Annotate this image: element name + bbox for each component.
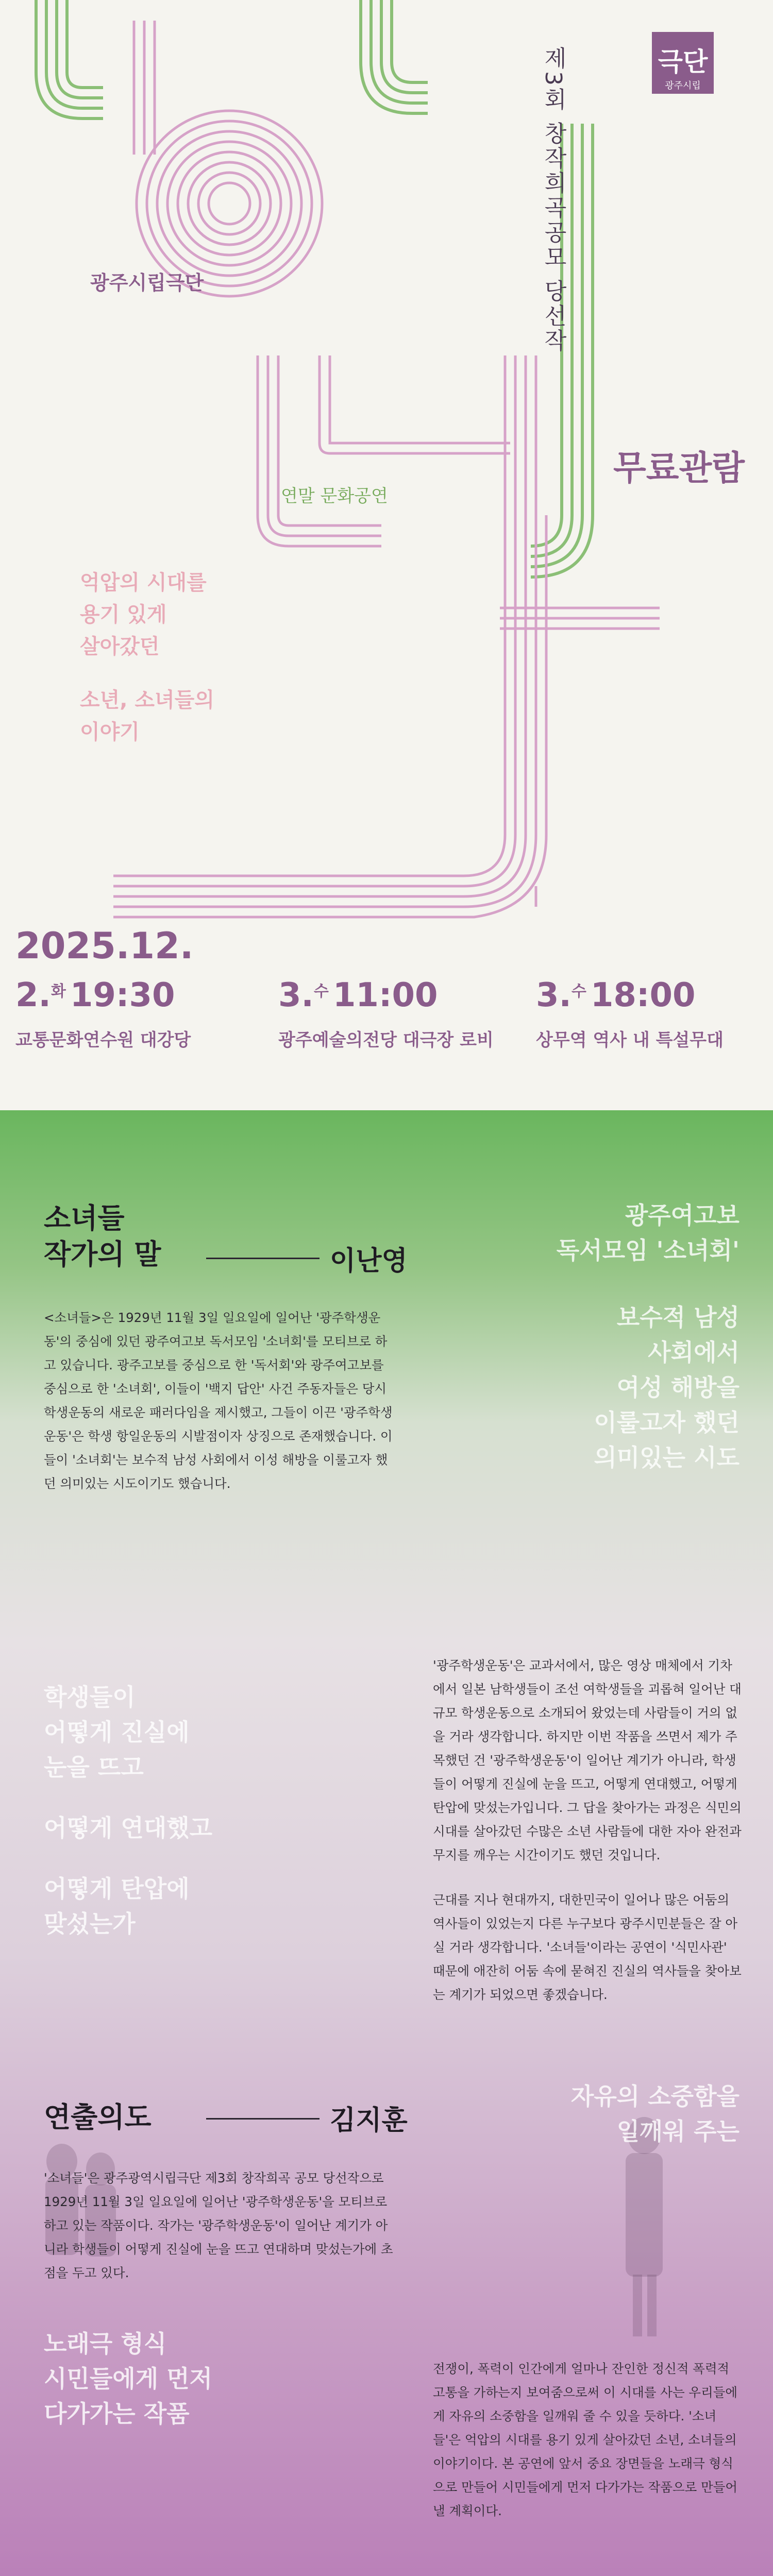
contest-title: 제3회 창작희곡공모 당선작	[540, 46, 566, 353]
company-name: 광주시립극단	[90, 272, 204, 294]
quote-line: 일깨워 주는	[616, 2117, 740, 2145]
pink-lines	[113, 21, 660, 917]
schedule-venue: 교통문화연수원 대강당	[15, 1030, 191, 1050]
quote-line: 사회에서	[648, 1338, 740, 1366]
schedule-dow: 수	[571, 982, 586, 1001]
schedule-venue: 광주예술의전당 대극장 로비	[278, 1030, 494, 1050]
writer-title-line: 소녀들	[44, 1202, 125, 1234]
director-heading: 연출의도	[44, 2101, 152, 2133]
schedule-item	[536, 976, 724, 1051]
schedule-date: 3.	[536, 976, 572, 1014]
quote-line: 어떻게 탄압에	[44, 1875, 190, 1903]
tagline-line: 소년, 소녀들의	[80, 688, 214, 712]
quote-line: 보수적 남성	[616, 1303, 740, 1331]
quote-line: 학생들이	[44, 1683, 136, 1711]
schedule-date: 2.	[15, 976, 51, 1014]
divider	[206, 2118, 320, 2120]
writer-heading	[44, 1200, 161, 1273]
director-quote-right	[451, 2079, 740, 2149]
schedule-time: 19:30	[70, 976, 175, 1014]
writer-body: <소녀들>은 1929년 11월 3일 일요일에 일어난 '광주학생운동'의 중심에 있던 광주여고보 독서모임 '소녀회'를 모티브로 하고 있습니다. 광주고보를 중심으로 한 '독서회'와 광주여고보를 중심으로 한 '소녀회', 이들이 '백지 답안' 사건 주동자들은 당시 학생운동의 새로운 패러다임을 제시했고, 그들이 이끈 '광주학생운동'은 학생 항일운동의 시발점이자 상징으로 존재했습니다. 이들이 '소녀회'는 보수적 남성 사회에서 이성 해방을 이룰고자 했던 의미있는 시도이기도 했습니다.	[44, 1310, 393, 1491]
schedule-item	[278, 976, 494, 1051]
writer-name: 이난영	[330, 1246, 408, 1277]
schedule-time: 11:00	[332, 976, 438, 1014]
writer-body-3: 근대를 지나 현대까지, 대한민국이 일어나 많은 어둠의 역사들이 있었는지 다른 누구보다 광주시민분들은 잘 아실 거라 생각합니다. '소녀들'이라는 공연이 '식민사관' 때문에 애잔히 어둠 속에 묻혀진 진실의 역사들을 찾아보는 계기가 되었으면 좋겠습니다.	[433, 1892, 742, 2002]
quote-line: 의미있는 시도	[594, 1444, 740, 1471]
tagline-line: 억압의 시대를	[80, 571, 207, 595]
schedule-item	[15, 976, 191, 1051]
director-body-2: 전쟁이, 폭력이 인간에게 얼마나 잔인한 정신적 폭력적 고통을 가하는지 보여줌으로써 이 시대를 사는 우리들에게 자유의 소중함을 일깨워 줄 수 있을 듯하다. '소녀들'은 억압의 시대를 용기 있게 살아갔던 소년, 소녀들의 이야기이다. 본 공연에 앞서 중요 장면들을 노래극 형식으로 만들어 시민들에게 먼저 다가가는 작품으로 만들어낼 계획이다.	[433, 2361, 738, 2518]
schedule-date: 3.	[278, 976, 314, 1014]
director-quote-left	[44, 2326, 332, 2431]
free-admission: 무료관람	[613, 448, 745, 488]
company-logo	[652, 32, 714, 94]
quote-line: 독서모임 '소녀회'	[556, 1236, 740, 1264]
schedule-year: 2025.12.	[15, 925, 194, 967]
schedule-dow: 수	[313, 982, 329, 1001]
quote-line: 시민들에게 먼저	[44, 2365, 213, 2393]
tagline-line: 용기 있게	[80, 603, 167, 626]
notes-section	[0, 1110, 773, 2576]
logo-mark: 극단	[658, 47, 708, 77]
logo-sub: 광주시립	[665, 80, 701, 91]
director-body: '소녀들'은 광주광역시립극단 제3회 창작희곡 공모 당선작으로 1929년 11월 3일 일요일에 일어난 '광주학생운동'을 모티브로 하고 있는 작품이다. 작가는 '광주학생운동'이 일어난 계기가 아니라 학생들이 어떻게 진실에 눈을 뜨고 연대하며 맞섰는가에 초점을 두고 있다.	[44, 2171, 393, 2280]
divider	[206, 1258, 320, 1259]
quote-line: 이룰고자 했던	[594, 1409, 740, 1436]
tagline-line: 살아갔던	[80, 635, 160, 658]
quote-line: 자유의 소중함을	[570, 2082, 740, 2110]
schedule-dow: 화	[51, 982, 66, 1001]
quote-line: 어떻게 진실에	[44, 1718, 190, 1746]
tagline-line: 이야기	[80, 720, 140, 744]
tagline	[80, 567, 207, 663]
quote-line: 눈을 뜨고	[44, 1753, 144, 1781]
writer-quote-right	[451, 1198, 740, 1475]
schedule-time: 18:00	[590, 976, 696, 1014]
quote-line: 다가가는 작품	[44, 2400, 190, 2428]
poster-header	[0, 0, 773, 1159]
tagline-2	[80, 684, 214, 748]
director-name: 김지훈	[330, 2105, 408, 2136]
quote-line: 여성 해방을	[616, 1374, 740, 1401]
schedule-venue: 상무역 역사 내 특설무대	[536, 1030, 724, 1050]
quote-line: 어떻게 연대했고	[44, 1814, 213, 1842]
writer-title-line: 작가의 말	[44, 1238, 161, 1270]
quote-line: 맞섰는가	[44, 1910, 136, 1938]
quote-line: 노래극 형식	[44, 2330, 167, 2358]
writer-quote-left	[44, 1680, 312, 1941]
quote-line: 광주여고보	[625, 1201, 740, 1229]
writer-body-2: '광주학생운동'은 교과서에서, 많은 영상 매체에서 기차에서 일본 남학생들이 조선 여학생들을 괴롭혀 일어난 대규모 학생운동으로 소개되어 왔었는데 사람들이 거의 없을 거라 생각합니다. 하지만 이번 작품을 쓰면서 제가 주목했던 건 '광주학생운동'이 일어난 계기가 아니라, 학생들이 어떻게 진실에 눈을 뜨고, 어떻게 연대했고, 어떻게 탄압에 맞섰는가입니다. 그 답을 찾아가는 과정은 식민의 시대를 살아갔던 수많은 소년 사람들에 대한 자아 완전과 무지를 깨우는 시간이기도 했던 것입니다.	[433, 1658, 742, 1862]
annual-label: 연말 문화공연	[281, 486, 388, 506]
